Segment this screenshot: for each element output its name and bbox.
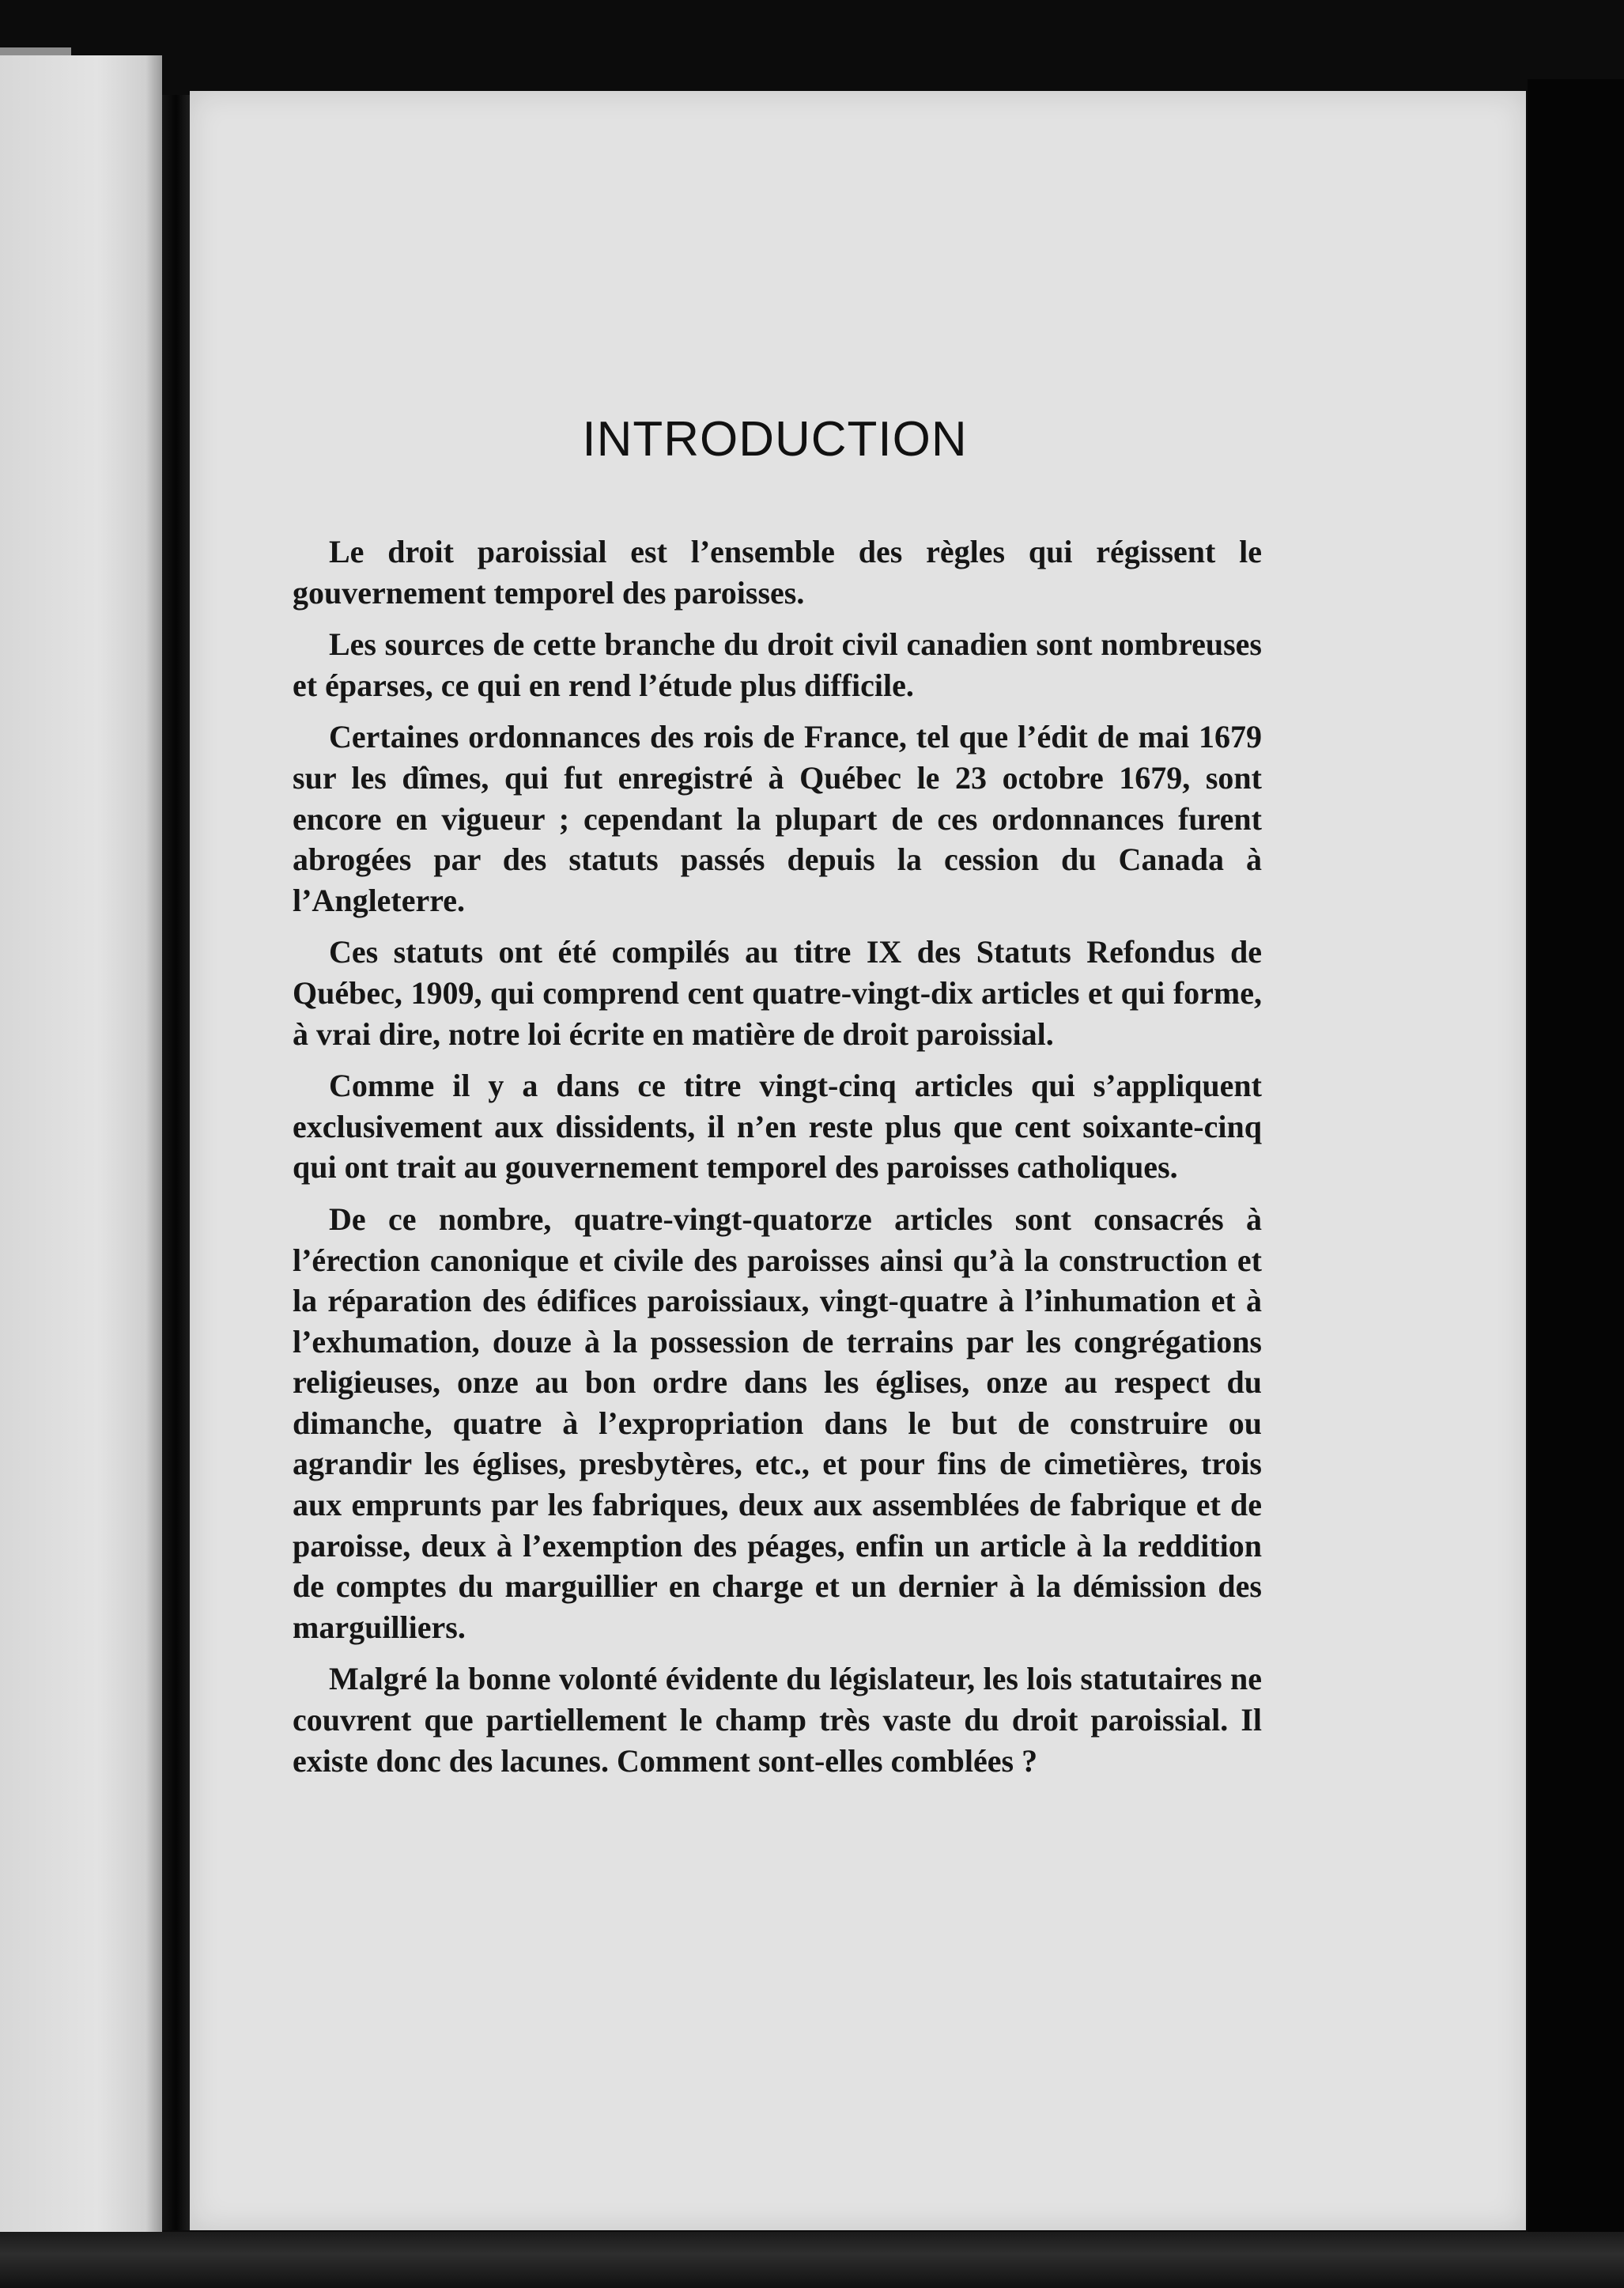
paragraph-definition: Le droit paroissial est l’ensemble des règles qui régissent le gouvernement temporel des paroisses. bbox=[293, 534, 1262, 611]
paragraph-dissidents: Comme il y a dans ce titre vingt-cinq articles qui s’appliquent exclusivement aux dissidents, il n’en reste plus que cent soixante-cinq qui ont trait au gouvernement temporel des paroisses catholiques. bbox=[293, 1068, 1262, 1186]
scan-background-right bbox=[1528, 79, 1624, 2254]
facing-page-edge bbox=[0, 55, 162, 2262]
paragraph-statuts: Ces statuts ont été compilés au titre IX des Statuts Refondus de Québec, 1909, qui comprend cent quatre-vingt-dix articles et qui forme, à vrai dire, notre loi écrite en matière de droit paroissial. bbox=[293, 934, 1262, 1052]
paragraph-sources: Les sources de cette branche du droit civil canadien sont nombreuses et éparses, ce qui en rend l’étude plus difficile. bbox=[293, 626, 1262, 703]
paragraph-articles: De ce nombre, quatre-vingt-quatorze articles sont consacrés à l’érection canonique et civile des paroisses ainsi qu’à la construction et la réparation des édifices paroissiaux, vingt-quatre à l’inhumation et à l’exhumation, douze à la possession de terrains par les congrégations religieuses, onze au bon ordre dans les églises, onze au respect du dimanche, quatre à l’expropriation dans le but de construire ou agrandir les églises, presbytères, etc., et pour fins de cimetières, trois aux emprunts par les fabriques, deux aux assemblées de fabrique et de paroisse, deux à l’exemption des péages, enfin un article à la reddition de comptes du marguillier en charge et un dernier à la démission des marguilliers. bbox=[293, 1201, 1262, 1645]
paragraph-lacunes: Malgré la bonne volonté évidente du législateur, les lois statutaires ne couvrent que partiellement le champ très vaste du droit paroissial. Il existe donc des lacunes. Comment sont-elles comblées ? bbox=[293, 1661, 1262, 1779]
book-gutter bbox=[162, 95, 191, 2230]
scan-background-bottom bbox=[0, 2232, 1624, 2288]
paragraph-ordonnances: Certaines ordonnances des rois de France, tel que l’édit de mai 1679 sur les dîmes, qui fut enregistré à Québec le 23 octobre 1679, sont encore en vigueur ; cependant la plupart de ces ordonnances furent abrogées par des statuts passés depuis la cession du Canada à l’Angleterre. bbox=[293, 719, 1262, 918]
page-title: INTRODUCTION bbox=[582, 412, 968, 467]
body-text bbox=[293, 531, 1262, 1792]
